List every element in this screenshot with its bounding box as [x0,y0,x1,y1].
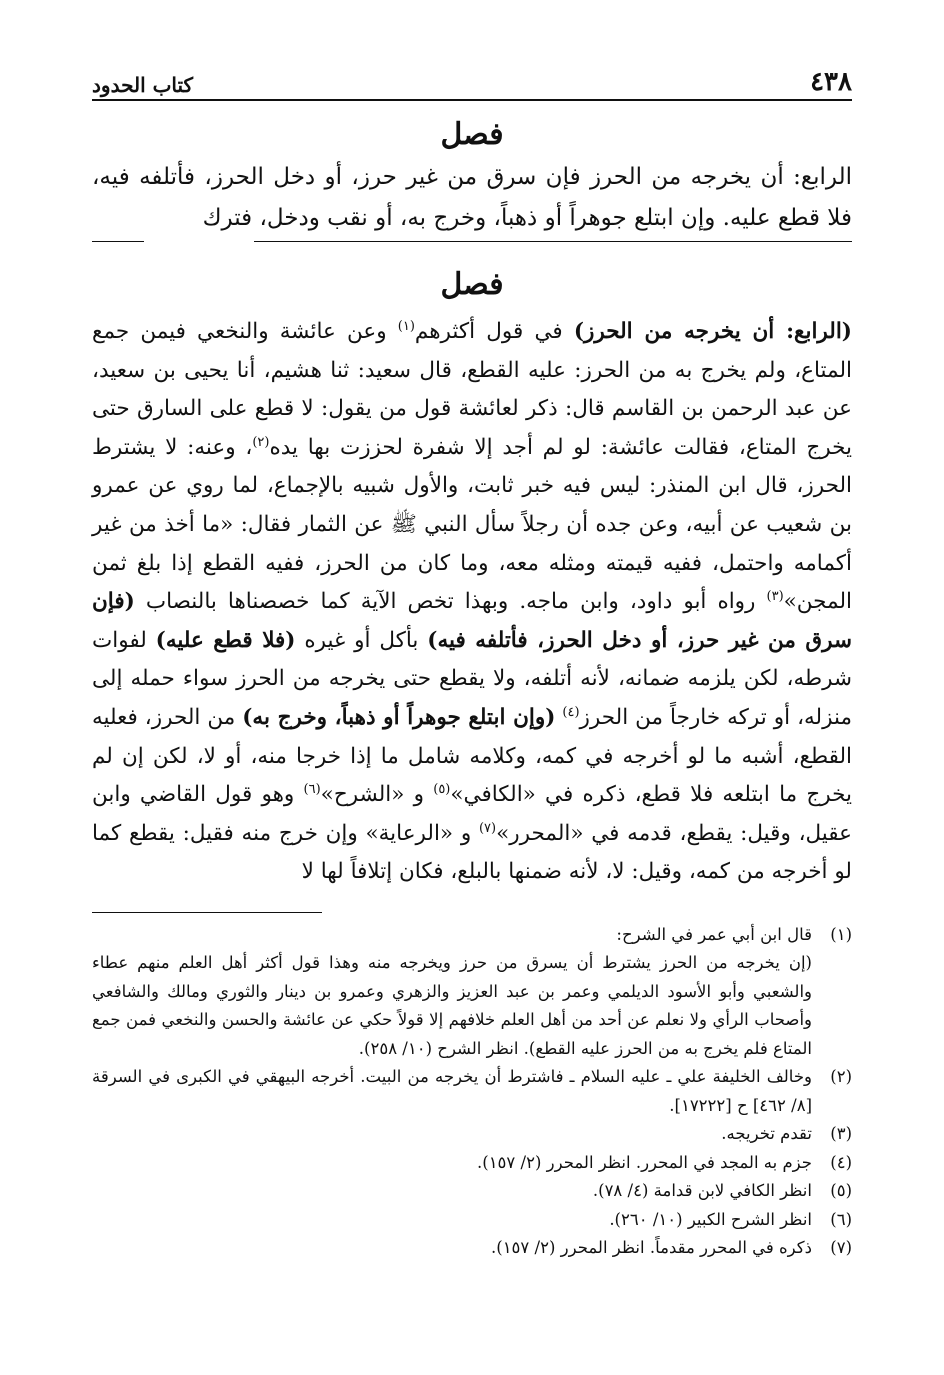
page-number: ٤٣٨ [810,67,852,97]
footnote-item [92,1120,852,1149]
sharh-span-6: لفوات شرطه، لكن يلزمه ضمانه، لأنه أتلفه، ولا يقطع حتى يخرجه من الحرز سواء حمله إلى منزله، أو تركه خارجاً من الحرز [92,627,852,730]
sharh-span-10: وهو قول القاضي وابن عقيل، وقيل: يقطع، قدمه في «المحرر» [92,782,852,846]
footnote-ref-1[interactable]: (١) [397,318,415,334]
footnote-body [92,1120,812,1149]
footnote-number: (١) [830,924,852,944]
footnote-number: (٦) [830,1209,852,1229]
sharh-section-title: فصل [440,267,504,302]
footnote-body [92,921,812,1064]
sharh-bold-2: (فإن سرق من غير حرز، أو دخل الحرز، فأتلفه فيه) [92,589,852,653]
footnote-line: انظر الكافي لابن قدامة (٤/ ٧٨). [592,1181,812,1201]
footnote-body [92,1206,812,1235]
sharh-span-8: من الحرز، فعليه القطع، أشبه ما لو أخرجه في كمه، وكلامه شامل ما إذا خرجا منه، أو لا، لكن إن لم يخرج ما ابتلعه فلا قطع، ذكره في «الكافي» [92,704,852,808]
running-header [92,55,852,101]
sharh-span-11: و «الرعاية» وإن خرج منه فقيل: يقطع كما لو أخرجه من كمه، وقيل: لا، لأنه ضمنها بالبلع، فكان إتلافاً لها لا [92,820,852,885]
footnote-item [92,1206,852,1235]
sharh-span-2: وعن عائشة والنخعي فيمن جمع المتاع، ولم يخرج به من الحرز: عليه القطع، قال سعيد: ثنا هشيم، أنا يحيى بن سعيد، عن عبد الرحمن بن القاسم قال: ذكر لعائشة قول من يقول: لا قطع على السارق حتى يخرج المتاع، فقالت عائشة: لو لم أجد إلا شفرة لحززت بها يده [92,319,852,460]
sharh-span-4: رواه أبو داود، وابن ماجه. وبهذا تخص الآية كما خصصناها بالنصاب [134,589,767,615]
footnote-ref-6[interactable]: (٦) [303,781,321,797]
footnote-number: (٥) [830,1181,852,1201]
footnote-item [92,1063,852,1120]
separator-long [254,241,852,243]
footnote-number: (٢) [830,1067,852,1087]
footnote-item [92,1234,852,1263]
sharh-span-3: ، وعنه: لا يشترط الحرز، قال ابن المنذر: ليس فيه خبر ثابت، والأول شبيه بالإجماع، لما روي عن عمرو بن شعيب عن أبيه، وعن جده أن رجلاً سأل النبي ﷺ عن الثمار فقال: «ما أخذ من غير أكمامه واحتمل، ففيه قيمته ومثله معه، وما كان من الحرز، ففيه القطع إذا بلغ ثمن المجن» [92,434,852,615]
matn-text: الرابع: أن يخرجه من الحرز فإن سرق من غير حرز، أو دخل الحرز، فأتلفه فيه، فلا قطع عليه. وإن ابتلع جوهراً أو ذهباً، وخرج به، أو نقب ودخل، فترك [92,164,852,231]
footnote-body [92,1234,812,1263]
footnote-line: وخالف الخليفة علي ـ عليه السلام ـ فاشترط أن يخرجه من البيت. أخرجه البيهقي في الكبرى في السرقة [٨/ ٤٦٢] ح [١٧٢٢٢]. [92,1067,812,1115]
footnote-body [92,1177,812,1206]
matn-separator [92,241,852,243]
footnote-line: (إن يخرجه من الحرز يشترط أن يسرق من حرز ويخرجه منه وهذا قول أكثر أهل العلم منهم عطاء والشعبي وأبو الأسود الديلمي وعمر بن عبد العزيز والزهري وعمرو بن دينار والثوري ومالك والشافعي وأصحاب الرأي ولا نعلم عن أحد من أهل العلم خلافهم إلا قولاً حكي عن عائشة والحسن والنخعي فمن جمع المتاع فلم يخرج به من الحرز عليه القطع). انظر الشرح (١٠/ ٢٥٨). [92,953,812,1058]
sharh-bold-4: (وإن ابتلع جوهراً أو ذهباً، وخرج به) [242,704,556,730]
footnote-ref-5[interactable]: (٥) [433,781,451,797]
footnote-line: قال ابن أبي عمر في الشرح: [616,924,812,944]
footnote-ref-4[interactable]: (٤) [562,704,580,720]
footnote-line: جزم به المجد في المحرر. انظر المحرر (٢/ ١٥٧). [477,1152,812,1172]
footnote-body [92,1063,812,1120]
footnote-line: ذكره في المحرر مقدماً. انظر المحرر (٢/ ١٥٧). [491,1238,812,1258]
footnote-number: (٣) [830,1124,852,1144]
footnote-ref-2[interactable]: (٢) [252,434,270,450]
sharh-span-5: بأكل أو غيره [295,627,428,653]
book-title: كتاب الحدود [92,73,194,97]
footnote-number: (٤) [830,1152,852,1172]
footnote-item [92,1149,852,1178]
sharh-text [92,313,852,892]
footnote-item [92,1177,852,1206]
footnotes [92,921,852,1263]
footnote-separator [92,912,322,913]
footnote-number: (٧) [830,1238,852,1258]
sharh-bold-1: (الرابع: أن يخرجه من الحرز) [573,319,852,344]
book-page [92,55,852,1325]
footnote-line: تقدم تخريجه. [721,1124,812,1144]
footnote-ref-7[interactable]: (٧) [478,820,497,836]
footnote-body [92,1149,812,1178]
footnote-ref-3[interactable]: (٣) [766,589,784,604]
sharh-bold-3: (فلا قطع عليه) [155,627,296,653]
sharh-span-1: في قول أكثرهم [414,319,574,344]
footnote-line: انظر الشرح الكبير (١٠/ ٢٦٠). [609,1209,812,1229]
footnote-item [92,921,852,1064]
sharh-span-9: و «الشرح» [320,782,434,808]
matn-section-title: فصل [440,117,504,152]
separator-short [92,241,144,243]
